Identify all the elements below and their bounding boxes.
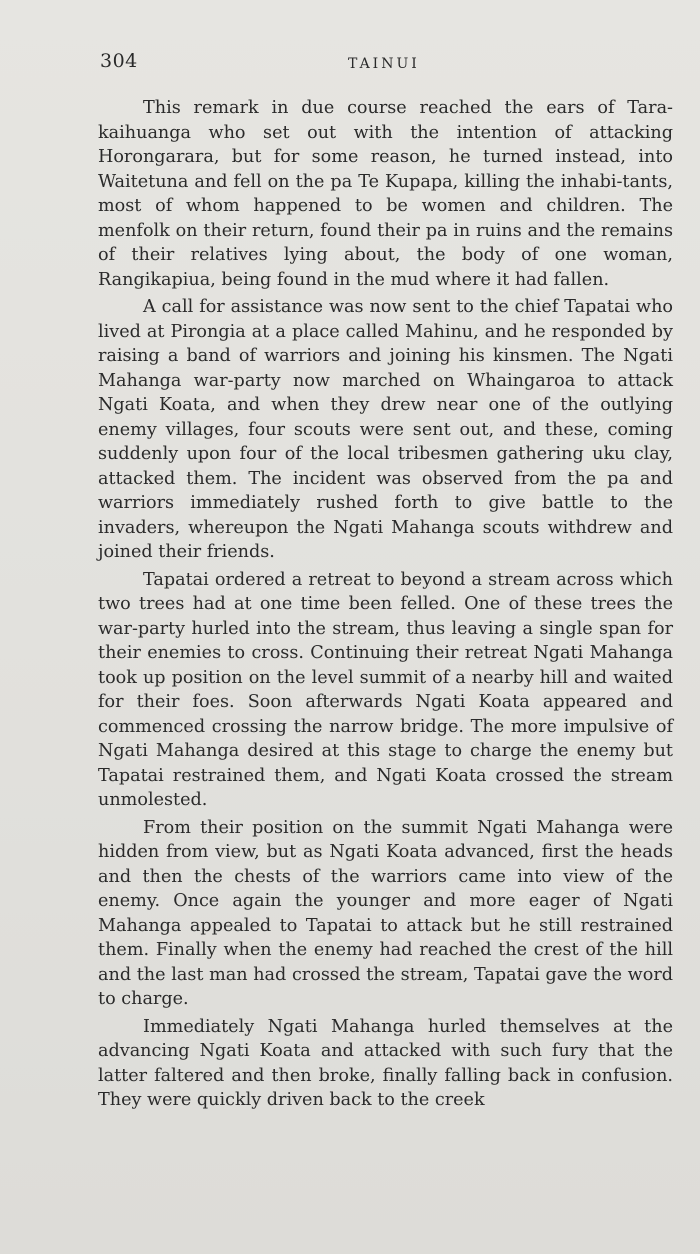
page-header (100, 50, 675, 80)
paragraph-3: Tapatai ordered a retreat to beyond a stream across which two trees had at one time been felled. One of these trees the war-party hurled into the stream, thus leaving a single span for their enemies to cross. Continuing their retreat Ngati Mahanga took up position on the level summit of a nearby hill and waited for their foes. Soon afterwards Ngati Koata appeared and commenced crossing the narrow bridge. The more impulsive of Ngati Mahanga desired at this stage to charge the enemy but Tapatai restrained them, and Ngati Koata crossed the stream unmolested. (98, 569, 673, 810)
paragraph-5: Immediately Ngati Mahanga hurled themselves at the advancing Ngati Koata and attacked with such fury that the latter faltered and then broke, finally falling back in confusion. They were quickly driven back to the creek (98, 1016, 673, 1110)
body-text (98, 96, 673, 1113)
paragraph-2: A call for assistance was now sent to the chief Tapatai who lived at Pirongia at a place called Mahinu, and he responded by raising a band of warriors and joining his kinsmen. The Ngati Mahanga war-party now marched on Whaingaroa to attack Ngati Koata, and when they drew near one of the outlying enemy villages, four scouts were sent out, and these, coming suddenly upon four of the local tribesmen gathering uku clay, attacked them. The incident was observed from the pa and warriors immediately rushed forth to give battle to the invaders, whereupon the Ngati Mahanga scouts withdrew and joined their friends. (98, 297, 673, 562)
paragraph-1: This remark in due course reached the ears of Tara-kaihuanga who set out with the intention of attacking Horongarara, but for some reason, he turned instead, into Waitetuna and fell on the pa Te Kupapa, killing the inhabi-tants, most of whom happened to be women and children. The menfolk on their return, found their pa in ruins and the remains of their relatives lying about, the body of one woman, Rangikapiua, being found in the mud where it had fallen. (98, 98, 673, 290)
paragraph-4: From their position on the summit Ngati Mahanga were hidden from view, but as Ngati Koata advanced, first the heads and then the chests of the warriors came into view of the enemy. Once again the younger and more eager of Ngati Mahanga appealed to Tapatai to attack but he still restrained them. Finally when the enemy had reached the crest of the hill and the last man had crossed the stream, Tapatai gave the word to charge. (98, 817, 673, 1009)
page-number: 304 (100, 50, 138, 72)
running-head: TAINUI (348, 56, 420, 72)
